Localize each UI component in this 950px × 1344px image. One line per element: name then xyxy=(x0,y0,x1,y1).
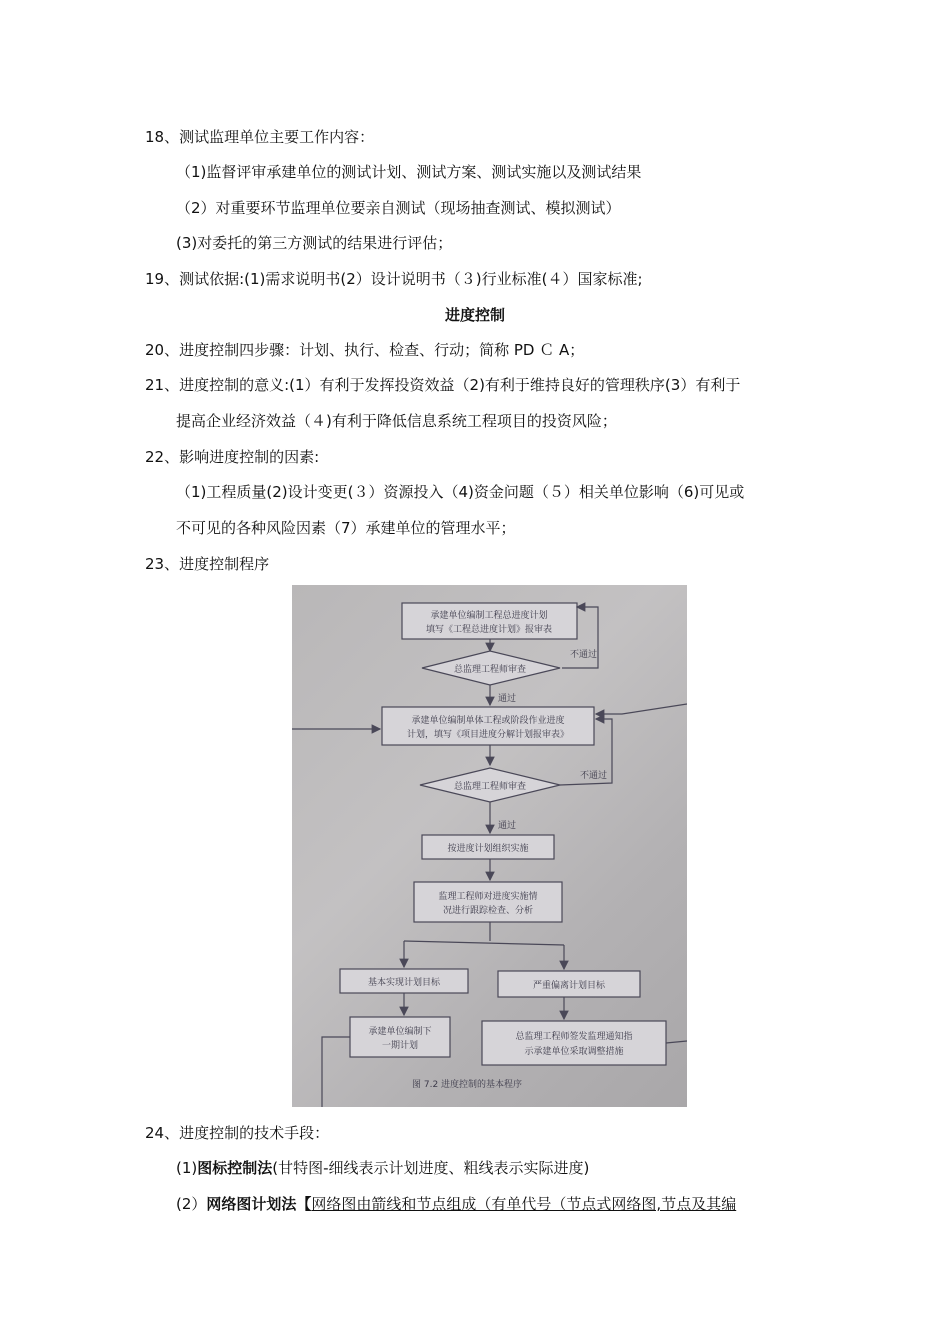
flow-pass-1-label: 通过 xyxy=(498,694,517,704)
flow-box-2-line-2: 计划，填写《项目进度分解计划报审表》 xyxy=(406,730,570,740)
flow-box-3-label: 按进度计划组织实施 xyxy=(447,844,529,854)
flowchart-photo xyxy=(292,585,687,1107)
flow-reject-1-label: 不通过 xyxy=(570,650,598,660)
item-19: 19、测试依据:(1)需求说明书(2）设计说明书（３)行业标准(４）国家标准; xyxy=(145,270,643,288)
item-21-line-2: 提高企业经济效益（４)有利于降低信息系统工程项目的投资风险； xyxy=(176,412,617,430)
flow-box-8-line-2: 示承建单位采取调整措施 xyxy=(524,1047,624,1057)
item-18-point-1: （1)监督评审承建单位的测试计划、测试方案、测试实施以及测试结果 xyxy=(176,163,642,181)
flow-reject-2-label: 不通过 xyxy=(580,771,608,781)
flow-box-1-line-2: 填写《工程总进度计划》报审表 xyxy=(425,625,553,635)
flow-decision-2-label: 总监理工程师审查 xyxy=(453,782,527,792)
item-23: 23、进度控制程序 xyxy=(145,555,270,573)
flow-box-1-line-1: 承建单位编制工程总进度计划 xyxy=(430,611,548,621)
flow-box-7-line-1: 承建单位编制下 xyxy=(368,1027,432,1037)
flow-box-6-label: 严重偏离计划目标 xyxy=(532,981,606,991)
flow-box-8-line-1: 总监理工程师签发监理通知指 xyxy=(515,1032,633,1042)
item-24-point-2-term: 网络图计划法【 xyxy=(206,1195,312,1213)
item-22-line-1: （1)工程质量(2)设计变更(３）资源投入（4)资金问题（５）相关单位影响（6)可见或 xyxy=(176,483,745,501)
item-24: 24、进度控制的技术手段： xyxy=(145,1124,330,1142)
item-24-point-1 xyxy=(176,1157,589,1179)
flow-box-2-line-1: 承建单位编制单体工程或阶段作业进度 xyxy=(411,716,565,726)
flowchart-diagram xyxy=(292,585,687,1107)
item-24-point-1-term: 图标控制法 xyxy=(197,1159,273,1177)
flow-box-4-line-2: 况进行跟踪检查、分析 xyxy=(442,906,534,916)
flow-box-4-line-1: 监理工程师对进度实施情 xyxy=(438,892,538,902)
item-18: 18、测试监理单位主要工作内容： xyxy=(145,128,375,146)
item-24-point-1-prefix: (1) xyxy=(176,1159,198,1177)
flow-box-4 xyxy=(414,882,562,922)
item-21-line-1: 21、进度控制的意义:(1）有利于发挥投资效益（2)有利于维持良好的管理秩序(3）有利于 xyxy=(145,376,741,394)
flow-decision-1-label: 总监理工程师审查 xyxy=(453,665,527,675)
flow-box-5-label: 基本实现计划目标 xyxy=(367,978,441,988)
flow-pass-2-label: 通过 xyxy=(498,821,517,831)
item-20: 20、进度控制四步骤：计划、执行、检查、行动；简称 PD Ｃ A； xyxy=(145,341,585,359)
item-24-point-2-desc: 网络图由箭线和节点组成（有单代号（节点式网络图,节点及其编 xyxy=(311,1195,737,1213)
flow-box-8 xyxy=(482,1021,666,1065)
item-24-point-1-desc: (甘特图-细线表示计划进度、粗线表示实际进度) xyxy=(272,1159,590,1177)
item-18-point-3: (3)对委托的第三方测试的结果进行评估； xyxy=(176,234,453,252)
item-18-point-2: （2）对重要环节监理单位要亲自测试（现场抽查测试、模拟测试） xyxy=(176,199,621,217)
item-24-point-2-prefix: (2） xyxy=(176,1195,207,1213)
section-title: 进度控制 xyxy=(444,306,505,324)
item-22: 22、影响进度控制的因素: xyxy=(145,448,320,466)
flow-box-7-line-2: 一期计划 xyxy=(381,1041,419,1051)
flow-caption: 图 7.2 进度控制的基本程序 xyxy=(412,1080,523,1090)
flow-box-7 xyxy=(350,1017,450,1057)
item-22-line-2: 不可见的各种风险因素（7）承建单位的管理水平； xyxy=(176,519,516,537)
item-24-point-2 xyxy=(176,1193,736,1215)
